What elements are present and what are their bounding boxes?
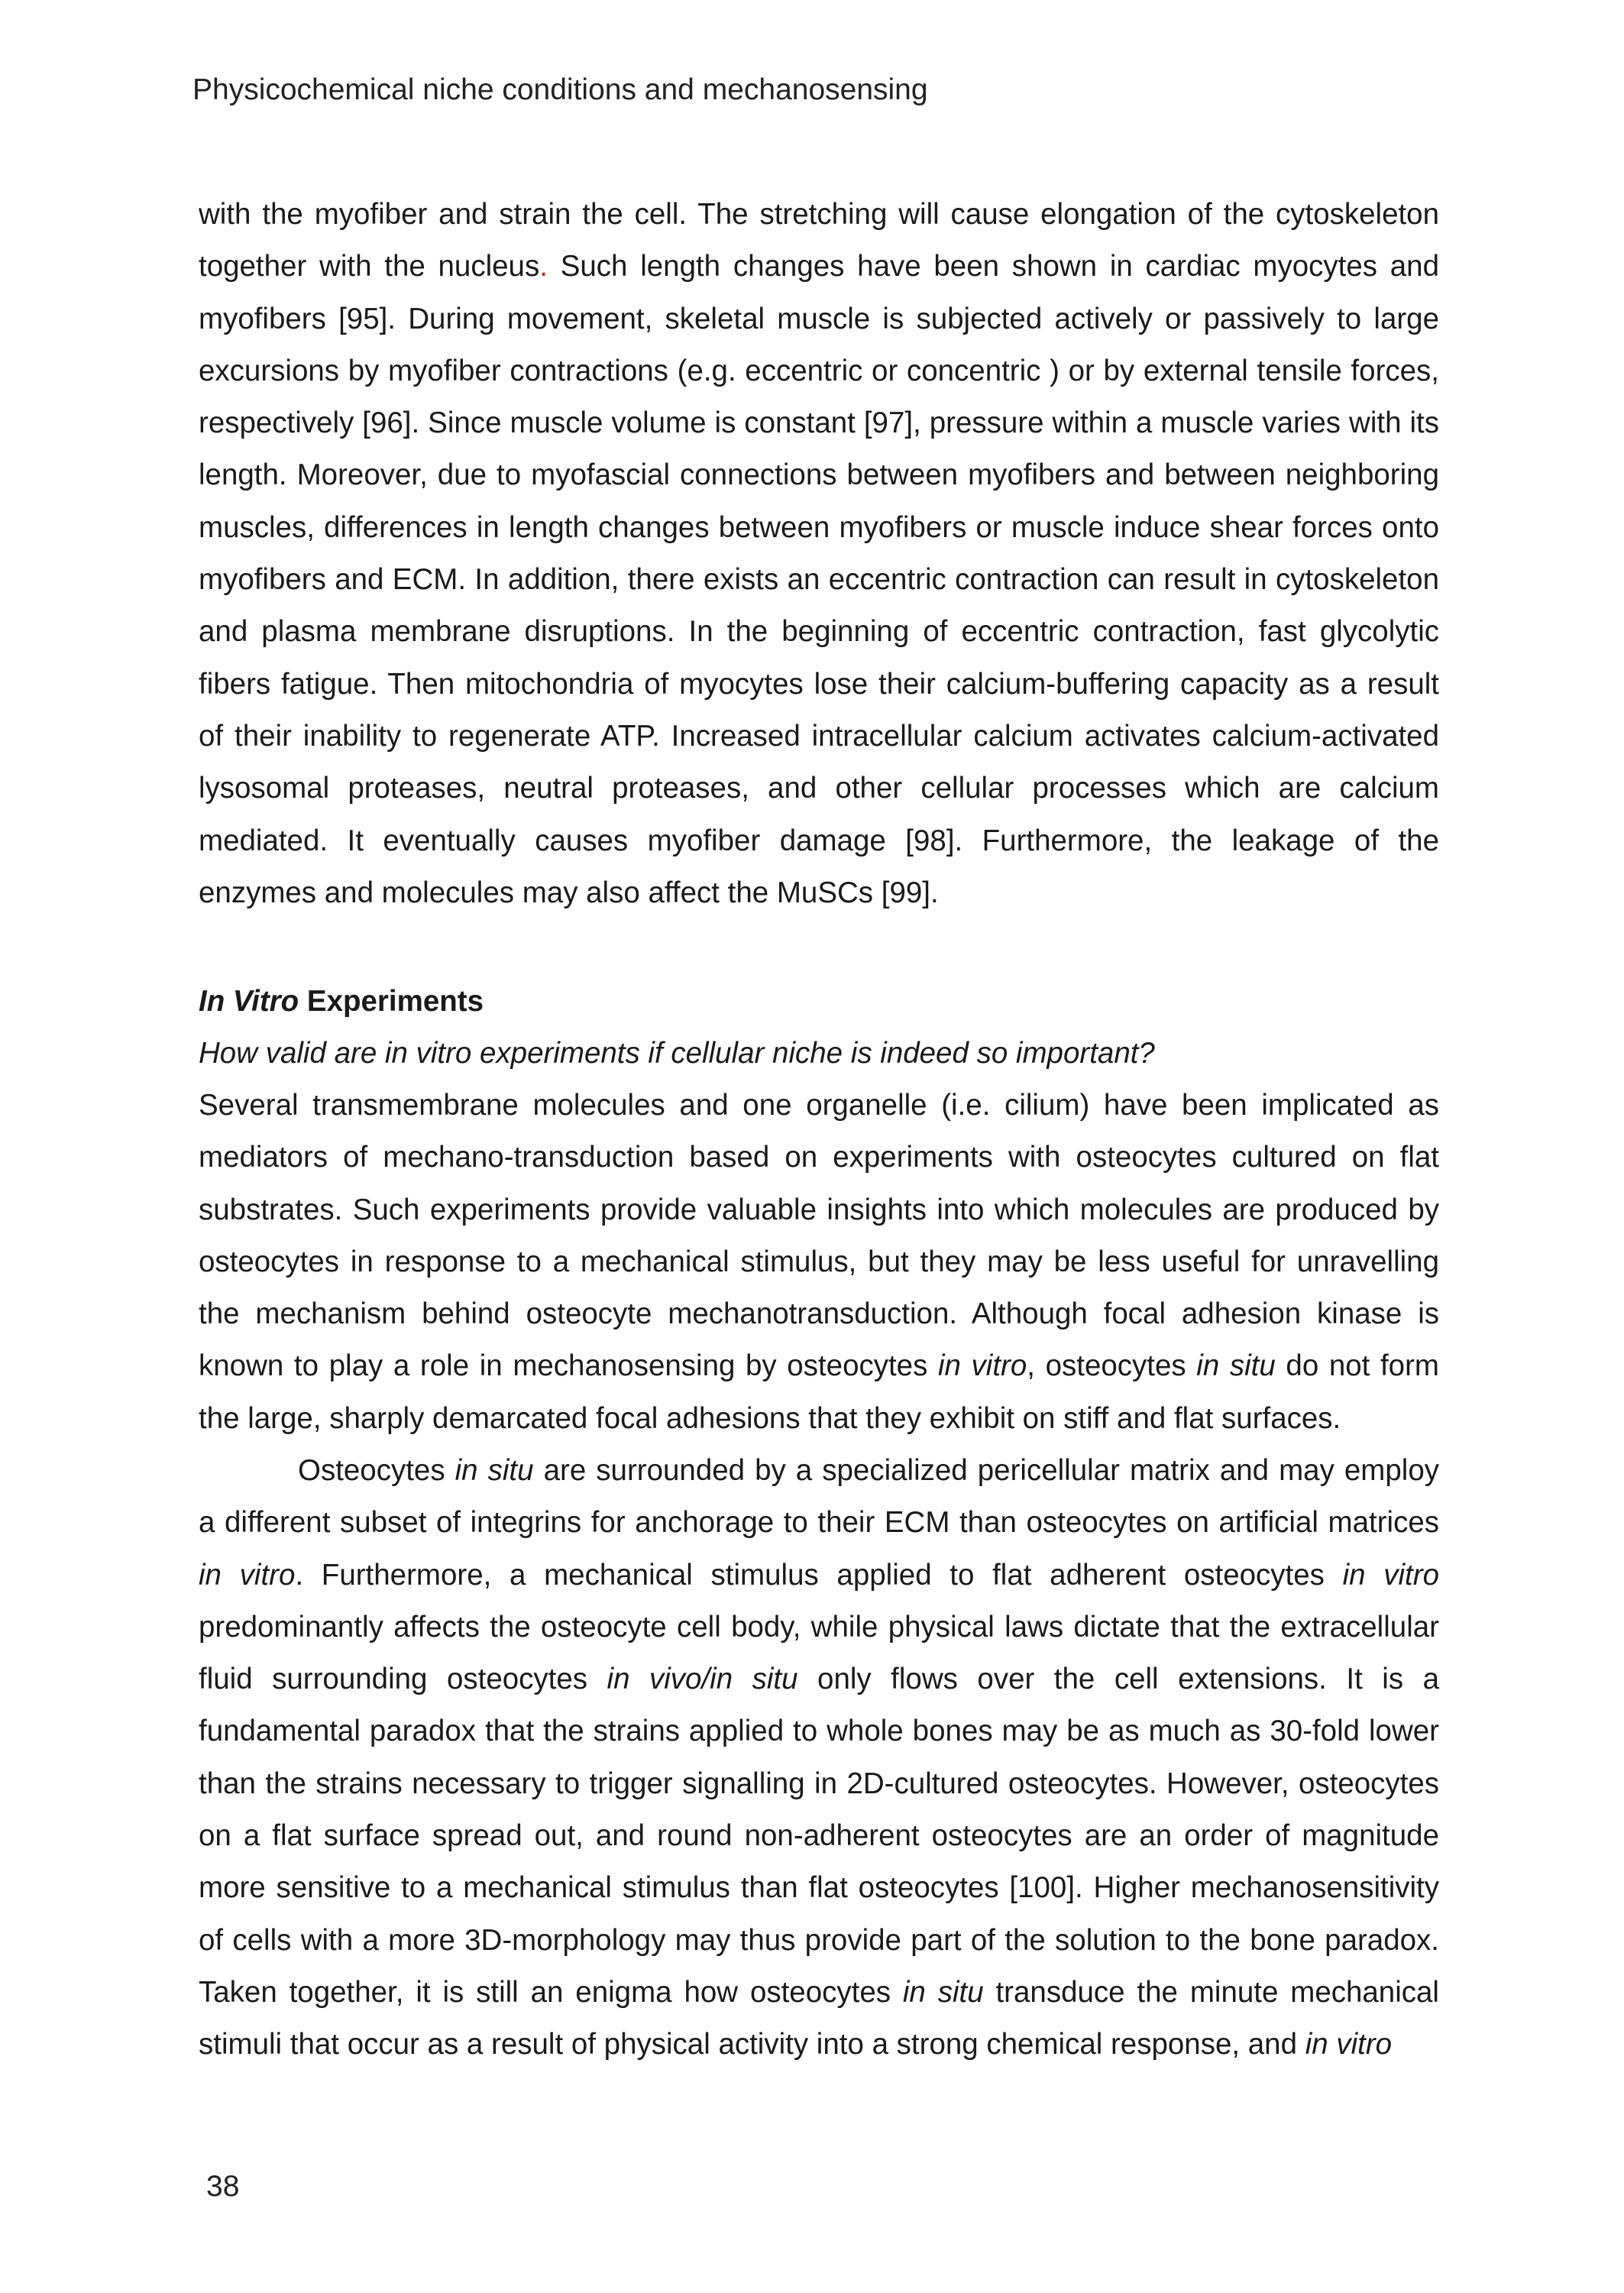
section-heading-rest: Experiments	[299, 985, 484, 1018]
paragraph-muscle-strain	[199, 189, 1439, 919]
paragraph-text: only flows over the cell extensions. It is a fundamental paradox that the strains applied to whole bones may be as much as 30-fold lower than the strains necessary to trigger signalling in 2D-cultured osteocytes. However, osteocytes on a flat surface spread out, and round non-adherent osteocytes are an order of magnitude more sensitive to a mechanical stimulus than flat osteocytes [100]. Higher mechanosensitivity of cells with a more 3D-morphology may thus provide part of the solution to the bone paradox. Taken together, it is still an enigma how osteocytes	[199, 1663, 1439, 2009]
paragraph-text: with the myofiber and strain the cell. The stretching will cause elongation of the cytoskeleton together with the nucleus	[199, 198, 1439, 283]
page-number: 38	[206, 2170, 240, 2203]
paragraph-text: , osteocytes	[1027, 1349, 1197, 1383]
running-header: Physicochemical niche conditions and mechanosensing	[192, 73, 928, 106]
paragraph-transmembrane	[199, 1080, 1439, 1445]
section-heading-italic: In Vitro	[199, 985, 299, 1018]
paragraph-text: are surrounded by a specialized pericellular matrix and may employ a different subset of integrins for anchorage to their ECM than osteocytes on artificial matrices	[199, 1454, 1439, 1540]
italic-term: in vitro	[199, 1558, 296, 1592]
paragraph-text: do not form the large, sharply demarcated focal adhesions that they exhibit on stiff and flat surfaces.	[199, 1349, 1439, 1435]
paragraph-text: Several transmembrane molecules and one organelle (i.e. cilium) have been implicated as mediators of mechano-transduction based on experiments with osteocytes cultured on flat substrates. Such experiments provide valuable insights into which molecules are produced by osteocytes in response to a mechanical stimulus, but they may be less useful for unravelling the mechanism behind osteocyte mechanotransduction. Although focal adhesion kinase is known to play a role in mechanosensing by osteocytes	[199, 1089, 1439, 1383]
italic-term: in situ	[455, 1454, 534, 1487]
paragraph-text: . Furthermore, a mechanical stimulus applied to flat adherent osteocytes	[295, 1558, 1343, 1592]
paragraph-text: Osteocytes	[298, 1454, 455, 1487]
red-period: .	[539, 250, 548, 283]
paragraph-osteocytes	[199, 1445, 1439, 2071]
paragraph-text: predominantly affects the osteocyte cell body, while physical laws dictate that the extracellular fluid surrounding osteocytes	[199, 1610, 1439, 1696]
italic-term: in vitro	[937, 1349, 1027, 1383]
paragraph-text: transduce the minute mechanical stimuli that occur as a result of physical activity into a strong chemical response, and	[199, 1975, 1439, 2061]
italic-term: in situ	[1196, 1349, 1276, 1383]
paragraph-text: Such length changes have been shown in cardiac myocytes and myofibers [95]. During movement, skeletal muscle is subjected actively or passively to large excursions by myofiber contractions (e.g. eccentric or concentric ) or by external tensile forces, respectively [96]. Since muscle volume is constant [97], pressure within a muscle varies with its length. Moreover, due to myofascial connections between myofibers and between neighboring muscles, differences in length changes between myofibers or muscle induce shear forces onto myofibers and ECM. In addition, there exists an eccentric contraction can result in cytoskeleton and plasma membrane disruptions. In the beginning of eccentric contraction, fast glycolytic fibers fatigue. Then mitochondria of myocytes lose their calcium-buffering capacity as a result of their inability to regenerate ATP. Increased intracellular calcium activates calcium-activated lysosomal proteases, neutral proteases, and other cellular processes which are calcium mediated. It eventually causes myofiber damage [98]. Furthermore, the leakage of the enzymes and molecules may also affect the MuSCs [99].	[199, 250, 1440, 909]
italic-term: in vivo/in situ	[607, 1663, 798, 1696]
section-question: How valid are in vitro experiments if cellular niche is indeed so important?	[199, 1037, 1155, 1070]
italic-term: in vitro	[1305, 2028, 1393, 2061]
italic-term: in situ	[902, 1975, 984, 2009]
section-heading	[199, 976, 484, 1028]
italic-term: in vitro	[1342, 1558, 1439, 1592]
